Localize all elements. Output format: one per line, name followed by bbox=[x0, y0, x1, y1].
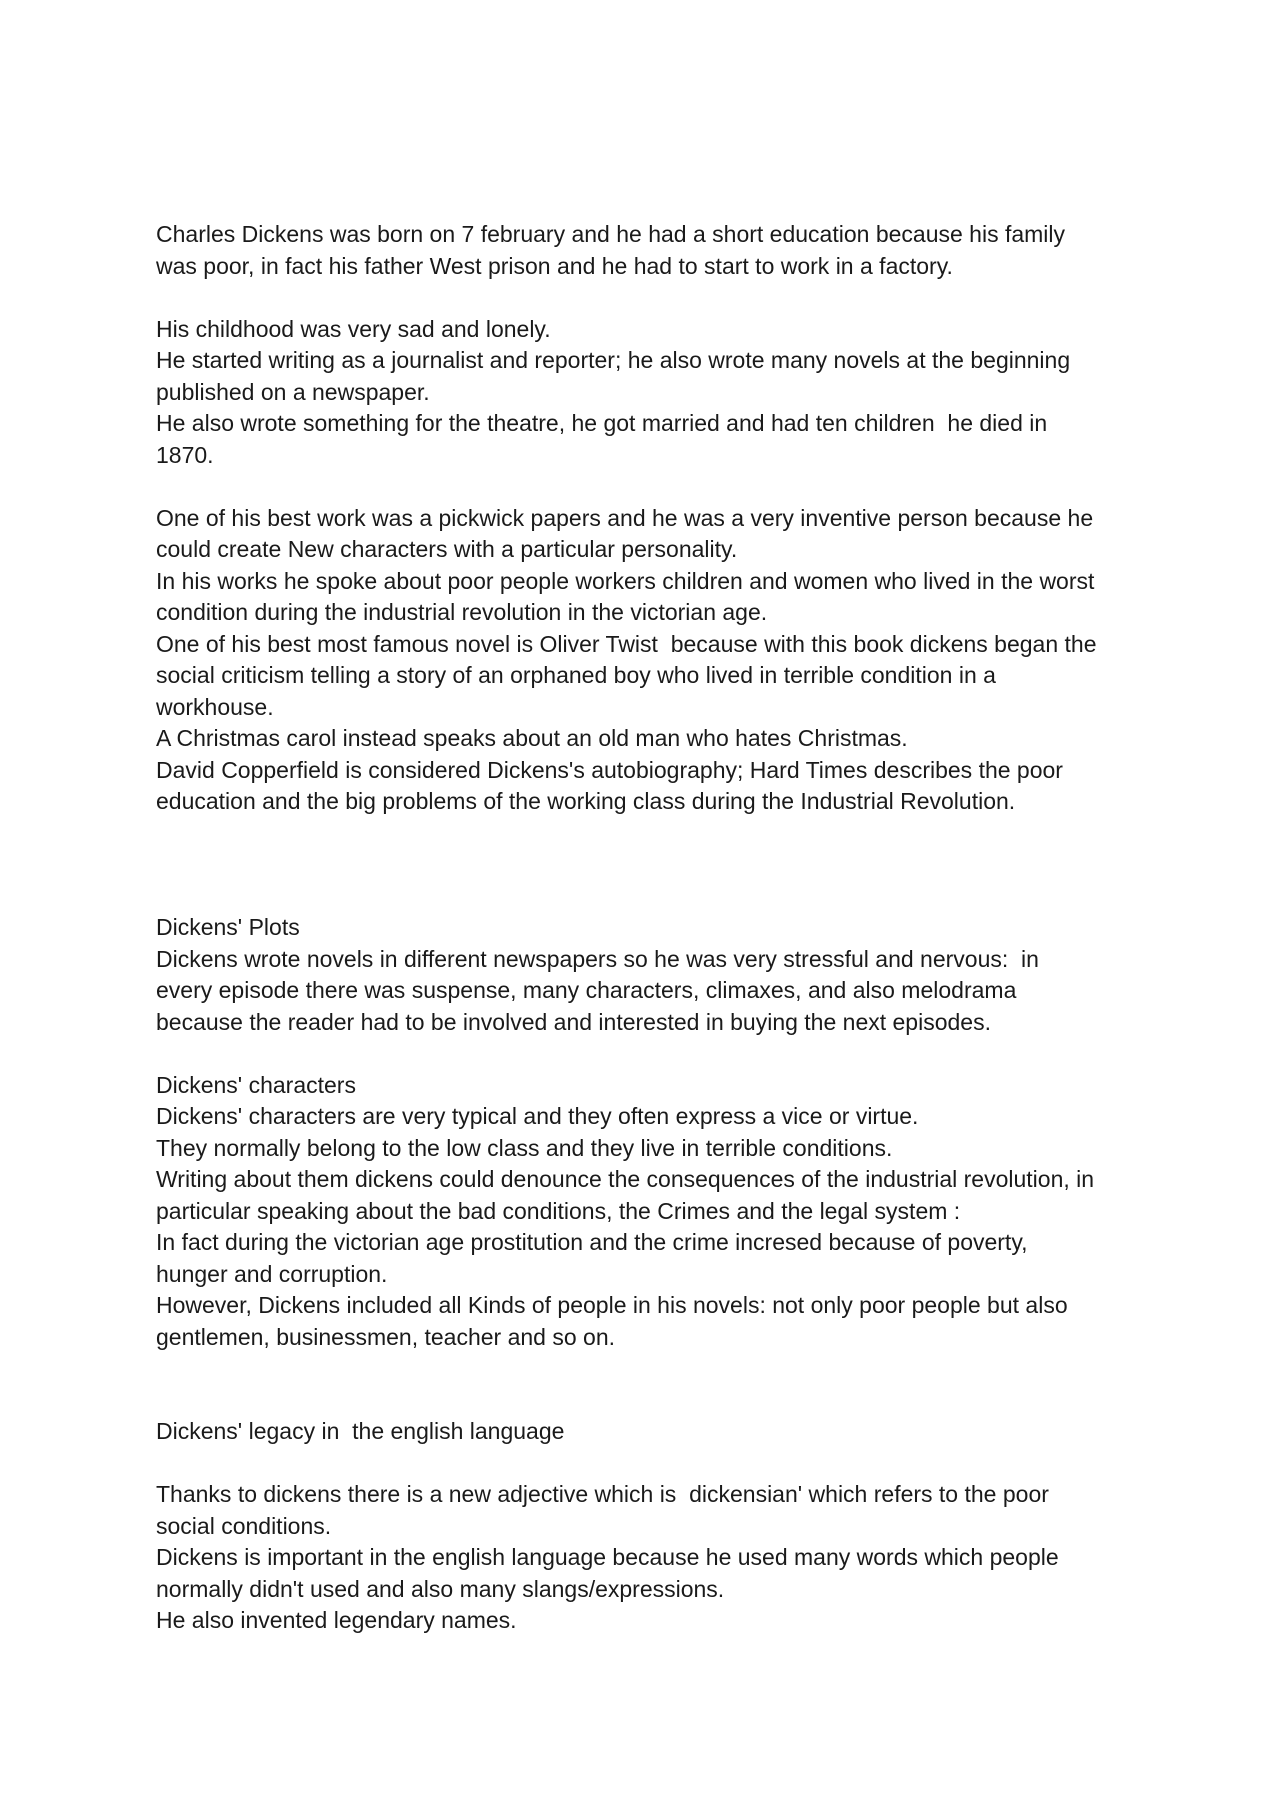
text-line: Dickens' characters are very typical and they often express a vice or virtue. bbox=[156, 1103, 919, 1129]
text-line: He started writing as a journalist and reporter; he also wrote many novels at the beginning bbox=[156, 347, 1071, 373]
text-line: Charles Dickens was born on 7 february and he had a short education because his family bbox=[156, 221, 1066, 247]
intro-paragraph-2 bbox=[156, 314, 1136, 472]
text-line: David Copperfield is considered Dickens's autobiography; Hard Times describes the poor bbox=[156, 756, 1063, 783]
text-line: social criticism telling a story of an orphaned boy who lived in terrible condition in a bbox=[156, 662, 996, 688]
text-line: condition during the industrial revolution in the victorian age. bbox=[156, 599, 768, 625]
intro-paragraph-3 bbox=[156, 503, 1136, 818]
text-line: hunger and corruption. bbox=[156, 1260, 388, 1287]
text-line: particular speaking about the bad conditions, the Crimes and the legal system : bbox=[156, 1197, 961, 1224]
section-heading-characters: Dickens' characters bbox=[156, 1071, 356, 1098]
text-line: gentlemen, businessmen, teacher and so on. bbox=[156, 1323, 616, 1350]
text-line: Dickens is important in the english language because he used many words which people bbox=[156, 1544, 1059, 1570]
text-line: 1870. bbox=[156, 441, 214, 468]
section-heading-plots: Dickens' Plots bbox=[156, 914, 300, 940]
text-line: could create New characters with a particular personality. bbox=[156, 536, 738, 562]
text-line: Thanks to dickens there is a new adjective which is dickensian' which refers to the poor bbox=[156, 1481, 1049, 1507]
text-line: because the reader had to be involved and interested in buying the next episodes. bbox=[156, 1008, 991, 1035]
text-line: normally didn't used and also many slangs/expressions. bbox=[156, 1575, 725, 1602]
text-line: He also wrote something for the theatre, he got married and had ten children he died in bbox=[156, 410, 1048, 436]
text-line: social conditions. bbox=[156, 1512, 332, 1539]
text-line: was poor, in fact his father West prison and he had to start to work in a factory. bbox=[156, 252, 953, 279]
legacy-section bbox=[156, 1416, 1136, 1637]
text-line: published on a newspaper. bbox=[156, 378, 430, 405]
text-line: He also invented legendary names. bbox=[156, 1607, 517, 1633]
text-line: In his works he spoke about poor people workers children and women who lived in the worst bbox=[156, 567, 1095, 594]
section-heading-legacy: Dickens' legacy in the english language bbox=[156, 1418, 565, 1444]
intro-paragraph-1 bbox=[156, 219, 1136, 282]
text-line: Dickens wrote novels in different newspapers so he was very stressful and nervous: in bbox=[156, 945, 1039, 972]
document-page bbox=[156, 219, 1136, 1637]
text-line: In fact during the victorian age prostitution and the crime incresed because of poverty, bbox=[156, 1229, 1028, 1255]
characters-section bbox=[156, 1070, 1136, 1354]
plots-section bbox=[156, 912, 1136, 1038]
text-line: One of his best work was a pickwick papers and he was a very inventive person because he bbox=[156, 504, 1094, 531]
text-line: However, Dickens included all Kinds of people in his novels: not only poor people but also bbox=[156, 1292, 1068, 1318]
text-line: Writing about them dickens could denounce the consequences of the industrial revolution, in bbox=[156, 1166, 1095, 1192]
text-line: every episode there was suspense, many characters, climaxes, and also melodrama bbox=[156, 977, 1017, 1003]
text-line: One of his best most famous novel is Oliver Twist because with this book dickens began the bbox=[156, 630, 1097, 657]
text-line: A Christmas carol instead speaks about an old man who hates Christmas. bbox=[156, 725, 908, 751]
text-line: education and the big problems of the working class during the Industrial Revolution. bbox=[156, 788, 1016, 814]
text-line: They normally belong to the low class and they live in terrible conditions. bbox=[156, 1134, 893, 1161]
text-line: workhouse. bbox=[156, 693, 274, 720]
text-line: His childhood was very sad and lonely. bbox=[156, 315, 551, 342]
